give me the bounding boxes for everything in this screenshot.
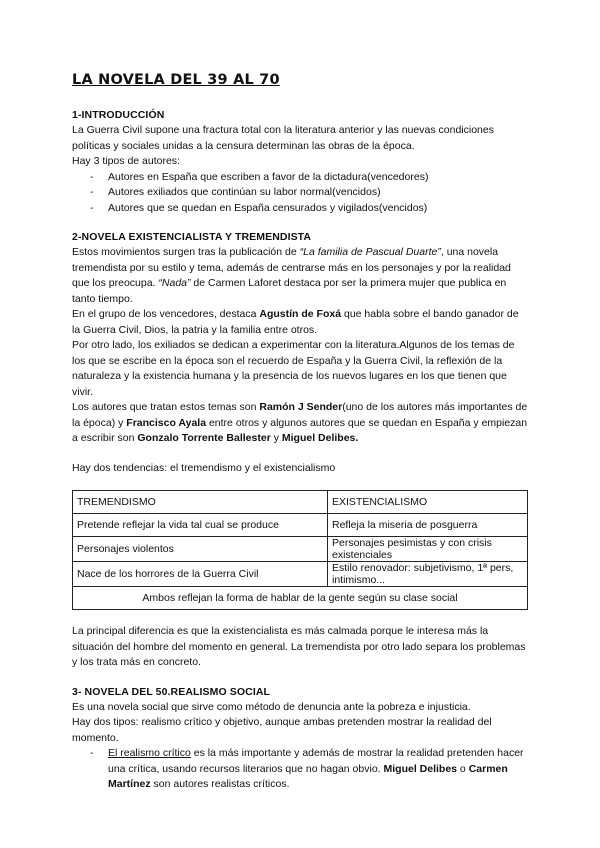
section-2-difference-paragraph: La principal diferencia es que la existencialista es más calmada porque le interesa más la situación del hombre del momento en general. La tremendista por otro lado separa los problemas y los trata más en concreto. bbox=[72, 625, 526, 668]
section-1-heading: 1-INTRODUCCIÓN bbox=[72, 109, 165, 121]
section-2-paragraph-d: Los autores que tratan estos temas son Ramón J Sender(uno de los autores más importantes de la época) y Francisco Ayala entre otros y algunos autores que se quedan en España y empiezan a escribir son Gonzalo Torrente Ballester y Miguel Delibes. bbox=[72, 401, 528, 444]
table-cell: Pretende reflejar la vida tal cual se produce bbox=[73, 514, 328, 537]
comparison-table bbox=[72, 490, 528, 610]
table-cell: Nace de los horrores de la Guerra Civil bbox=[73, 562, 328, 587]
document-title: LA NOVELA DEL 39 AL 70 bbox=[72, 72, 280, 88]
section-3-heading: 3- NOVELA DEL 50.REALISMO SOCIAL bbox=[72, 685, 271, 698]
section-3-paragraph-2: Hay dos tipos: realismo crítico y objetivo, aunque ambas pretenden mostrar la realidad del momento. bbox=[72, 716, 492, 744]
section-2-paragraph-c: Por otro lado, los exiliados se dedican a experimentar con la literatura.Algunos de los temas de los que se escribe en la época son el recuerdo de España y la Guerra Civil, la reflexión de la naturaleza y la existencia humana y la presencia de los nuevos lugares en los que tienen que vivir. bbox=[72, 339, 515, 398]
section-3-paragraph-1: Es una novela social que sirve como método de denuncia ante la pobreza e injusticia. bbox=[72, 700, 471, 713]
author-name: Ramón J Sender bbox=[259, 401, 343, 413]
section-2-heading: 2-NOVELA EXISTENCIALISTA Y TREMENDISTA bbox=[72, 231, 312, 243]
tendencies-sentence: Hay dos tendencias: el tremendismo y el existencialismo bbox=[72, 461, 336, 474]
table-row bbox=[73, 537, 528, 562]
list-item: - Autores exiliados que continúan su labor normal(vencidos) bbox=[90, 185, 528, 201]
list-item: - Autores que se quedan en España censurados y vigilados(vencidos) bbox=[90, 201, 528, 217]
table-cell: Estilo renovador: subjetivismo, 1ª pers, intimismo... bbox=[328, 562, 528, 587]
author-name: Agustín de Foxá bbox=[259, 308, 342, 320]
section-1-paragraph-1: La Guerra Civil supone una fractura total con la literatura anterior y las nuevas condiciones políticas y sociales unidas a la censura determinan las obras de la época. bbox=[72, 124, 494, 152]
section-2-paragraph-b: En el grupo de los vencedores, destaca Agustín de Foxá que habla sobre el bando ganador de la Guerra Civil, Dios, la patria y la familia entre otros. bbox=[72, 308, 519, 336]
list-item: - Autores en España que escriben a favor de la dictadura(vencedores) bbox=[90, 170, 528, 186]
table-cell: Personajes violentos bbox=[73, 537, 328, 562]
table-cell: Refleja la miseria de posguerra bbox=[328, 514, 528, 537]
author-name: Gonzalo Torrente Ballester bbox=[137, 432, 271, 444]
work-title: “La familia de Pascual Duarte” bbox=[299, 246, 441, 258]
author-name: Miguel Delibes. bbox=[281, 432, 359, 444]
table-footer-row bbox=[73, 587, 528, 610]
author-name: Carmen Martínez bbox=[108, 762, 508, 790]
table-row bbox=[73, 562, 528, 587]
table-header-row bbox=[73, 491, 528, 514]
realism-list bbox=[72, 746, 528, 793]
author-types-list bbox=[72, 170, 528, 217]
column-header-tremendismo: TREMENDISMO bbox=[73, 491, 328, 514]
work-title: “Nada” bbox=[158, 277, 191, 289]
table-row bbox=[73, 514, 528, 537]
column-header-existencialismo: EXISTENCIALISMO bbox=[328, 491, 528, 514]
table-cell: Personajes pesimistas y con crisis existenciales bbox=[328, 537, 528, 562]
section-1-paragraph-2: Hay 3 tipos de autores: bbox=[72, 155, 180, 167]
table-merged-cell: Ambos reflejan la forma de hablar de la gente según su clase social bbox=[73, 587, 528, 610]
realism-term: El realismo crítico bbox=[108, 747, 191, 759]
list-item: - El realismo crítico es la más importante y además de mostrar la realidad pretenden hacer una crítica, usando recursos literarios que no hagan obvio. Miguel Delibes o Carmen Martínez son autores realistas críticos. bbox=[90, 746, 528, 793]
section-2-paragraph-a: Estos movimientos surgen tras la publicación de “La familia de Pascual Duarte”, una novela tremendista por su estilo y tema, además de centrarse más en los personajes y por la realidad que los preocupa. “Nada” de Carmen Laforet destaca por ser la primera mujer que publica en tanto tiempo. bbox=[72, 246, 511, 305]
author-name: Francisco Ayala bbox=[126, 416, 207, 429]
author-name: Miguel Delibes bbox=[383, 762, 458, 775]
